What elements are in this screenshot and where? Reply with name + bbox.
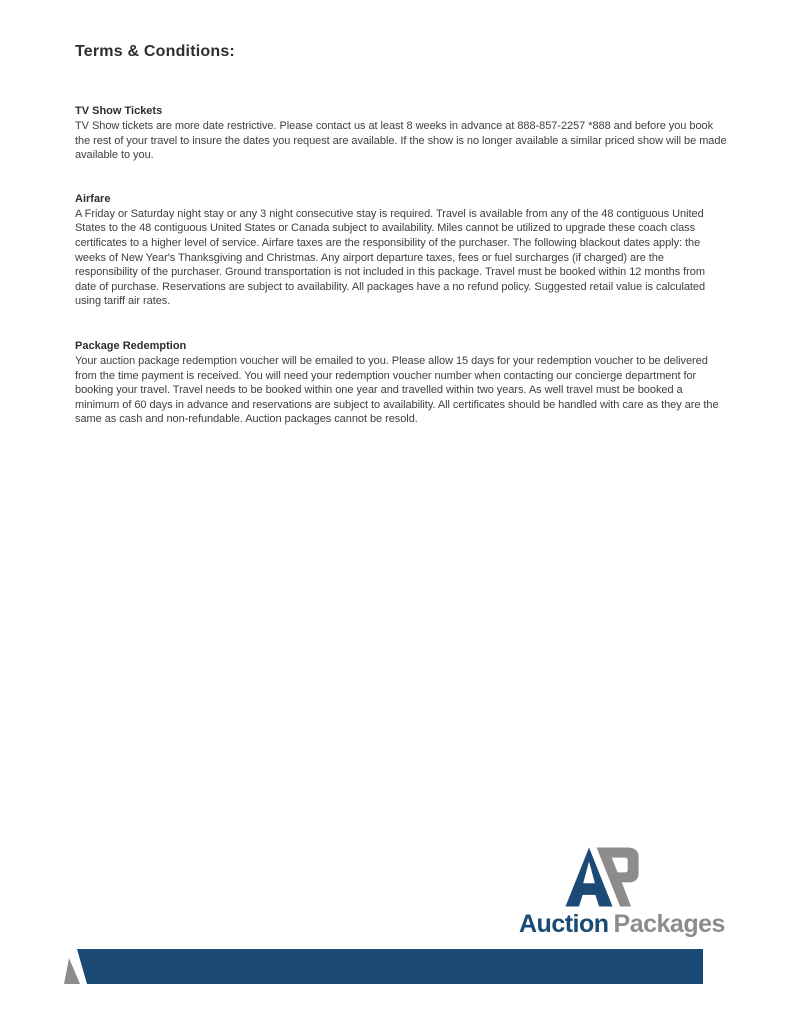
footer-bar xyxy=(57,946,705,988)
section-tv-show-tickets xyxy=(75,104,727,163)
section-heading: TV Show Tickets xyxy=(75,105,163,117)
auction-packages-logo xyxy=(519,846,725,942)
section-heading: Airfare xyxy=(75,192,111,205)
page-title: Terms & Conditions: xyxy=(75,43,235,60)
section-body: A Friday or Saturday night stay or any 3 night consecutive stay is required. Travel is available from any of the 48 contiguous United States to the 48 contiguous United States or Canada subject to availability. Miles cannot be utilized to upgrade these coach class certificates to a higher level of service. Airfare taxes are the responsibility of the purchaser. The following blackout dates apply: the weeks of New Year's Thanksgiving and Christmas. Any airport departure taxes, fees or fuel surcharges (if charged) are the responsibility of the purchaser. Ground transportation is not included in this package. Travel must be booked within 12 months from date of purchase. Reservations are subject to availability. All packages have a no refund policy. Suggested retail value is calculated using tariff air rates. xyxy=(75,207,706,308)
document-content xyxy=(75,0,727,427)
section-body: Your auction package redemption voucher will be emailed to you. Please allow 15 days for your redemption voucher to be delivered from the time payment is received. You will need your redemption voucher number when contacting our concierge department for booking your travel. Travel needs to be booked within one year and travelled within two years. As well travel must be booked a minimum of 60 days in advance and reservations are subject to availability. All certificates should be handled with care as they are the same as cash and non-refundable. Auction packages cannot be resold. xyxy=(75,354,719,426)
footer-navy-bar xyxy=(77,949,703,984)
section-heading: Package Redemption xyxy=(75,339,187,352)
logo-word-auction: Auction xyxy=(519,910,609,938)
section-airfare xyxy=(75,192,727,309)
logo-word-packages: Packages xyxy=(613,910,725,938)
footer-accent-triangle-icon xyxy=(64,958,80,984)
logo-wordmark xyxy=(519,910,725,939)
section-package-redemption xyxy=(75,339,727,427)
logo-monogram-icon xyxy=(563,846,647,908)
section-body: TV Show tickets are more date restrictive. Please contact us at least 8 weeks in advance at 888-857-2257 *888 and before you book the rest of your travel to insure the dates you request are available. If the show is no longer available a similar priced show will be made available to you. xyxy=(75,120,727,162)
